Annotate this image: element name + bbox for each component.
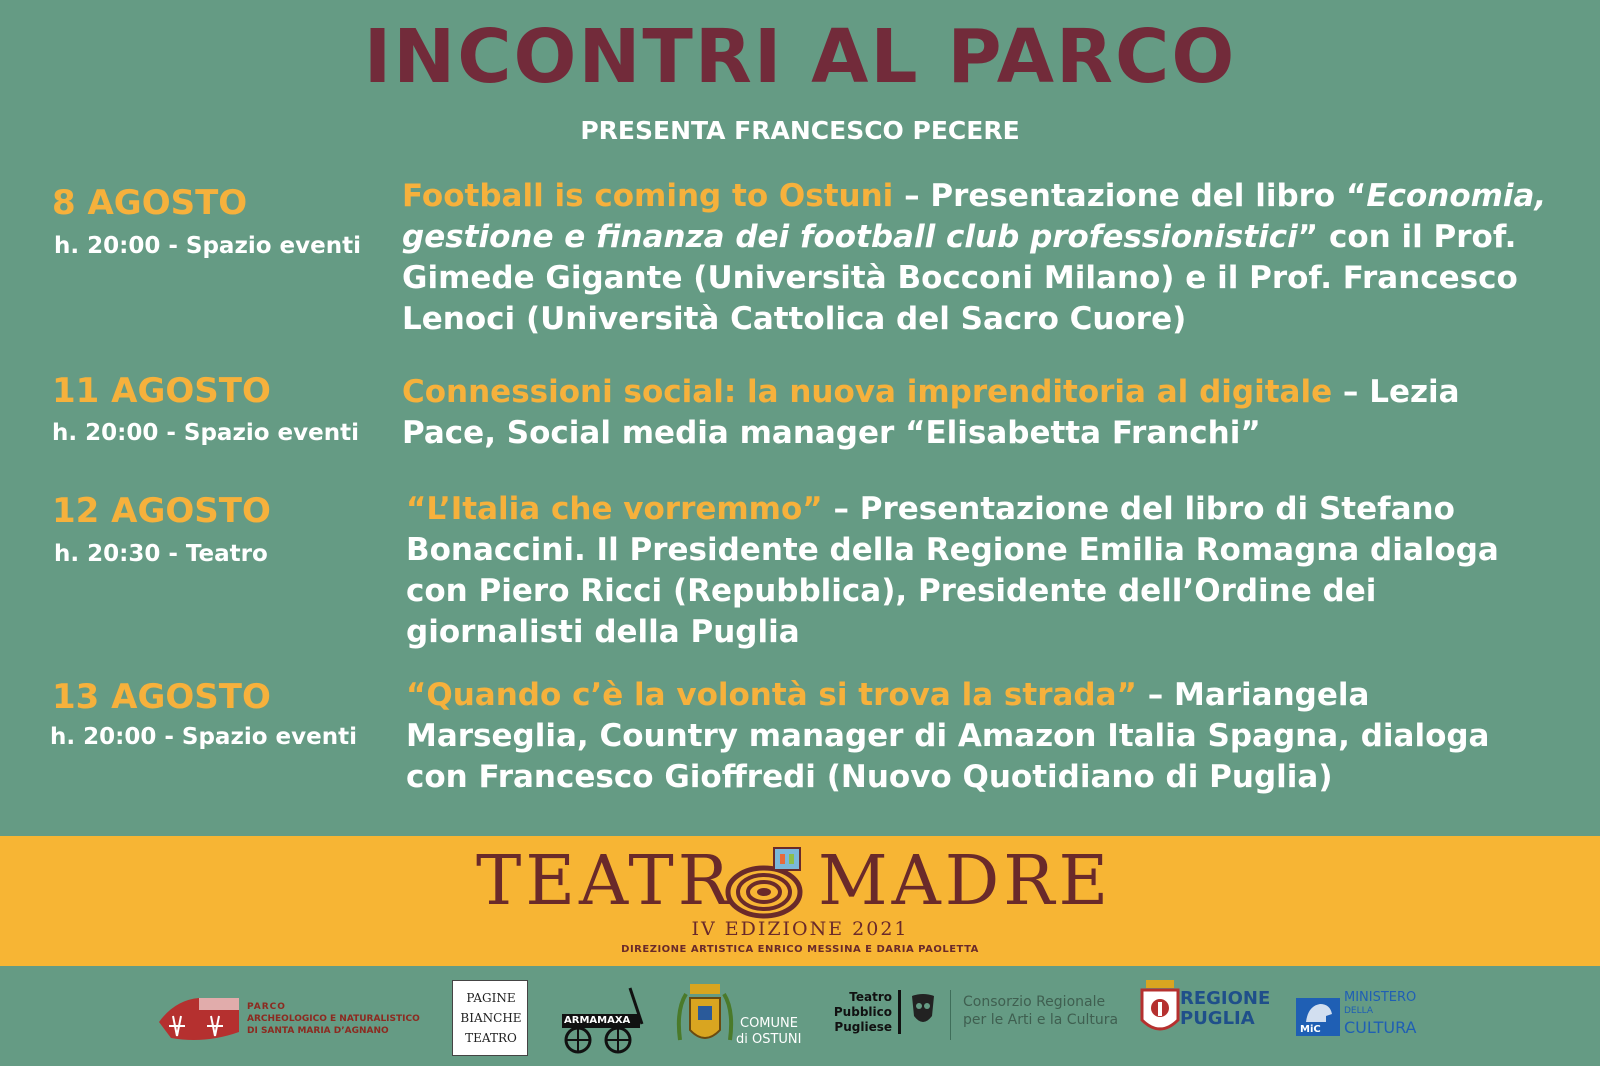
event-date: 8 AGOSTO — [52, 183, 248, 223]
pagine-bianche-logo — [452, 980, 528, 1056]
mic-label: MiC — [1300, 1024, 1321, 1035]
consorzio-label: Consorzio Regionale — [963, 994, 1106, 1010]
tpp-label: Pubblico — [833, 1005, 892, 1019]
event-description — [406, 489, 1556, 653]
event-title: “Quando c’è la volontà si trova la strada” — [406, 677, 1137, 713]
page-subtitle: PRESENTA FRANCESCO PECERE — [580, 116, 1020, 145]
event-title: Football is coming to Ostuni — [402, 178, 894, 214]
regione-crest-icon — [1140, 980, 1180, 1040]
ministero-label: DELLA — [1344, 1006, 1374, 1016]
comune-label: COMUNE — [740, 1016, 798, 1031]
event-time: h. 20:00 - Spazio eventi — [50, 724, 357, 750]
ministero-label: MINISTERO — [1344, 990, 1417, 1005]
consorzio-label: per le Arti e la Cultura — [963, 1012, 1119, 1028]
parco-label: DI SANTA MARIA D’AGNANO — [247, 1026, 389, 1036]
parco-label: ARCHEOLOGICO E NATURALISTICO — [247, 1014, 420, 1024]
tpp-divider — [898, 990, 901, 1034]
ministero-label: CULTURA — [1344, 1018, 1417, 1037]
tpp-label: Teatro — [849, 990, 892, 1004]
event-text: ” con il Prof. Gimede Gigante (Università Bocconi Milano) e il Prof. Francesco Lenoci (Università Cattolica del Sacro Cuore) — [402, 219, 1518, 337]
mask-icon — [908, 992, 938, 1032]
sponsor-strip — [0, 966, 1600, 1066]
profile-icon — [1300, 1002, 1336, 1024]
page-title: INCONTRI AL PARCO — [363, 14, 1237, 100]
spiral-icon — [722, 842, 812, 922]
armamaxa-logo — [560, 984, 650, 1056]
edition-label: IV EDIZIONE 2021 — [691, 918, 909, 940]
event-date: 12 AGOSTO — [52, 491, 271, 531]
pagine-label: TEATRO — [465, 1031, 517, 1045]
regione-puglia-logo — [1140, 980, 1270, 1056]
comune-label: di OSTUNI — [736, 1032, 802, 1047]
coat-of-arms-icon — [676, 980, 734, 1058]
event-text: – Mariangela Marseglia, Country manager di Amazon Italia Spagna, dialoga con Francesco Gioffredi (Nuovo Quotidiano di Puglia) — [406, 677, 1490, 795]
event-description — [402, 176, 1552, 340]
pagine-label: PAGINE — [466, 991, 516, 1005]
event-time: h. 20:30 - Teatro — [54, 541, 268, 567]
ministero-logo — [1296, 988, 1446, 1048]
armamaxa-label: ARMAMAXA — [564, 1015, 631, 1026]
event-time: h. 20:00 - Spazio eventi — [52, 420, 359, 446]
regione-label: REGIONE — [1180, 988, 1271, 1009]
book-title: Economia, gestione e finanza dei football club professionistici — [402, 178, 1547, 255]
direction-credit: DIREZIONE ARTISTICA ENRICO MESSINA E DARIA PAOLETTA — [621, 944, 979, 955]
event-date: 13 AGOSTO — [52, 677, 271, 717]
event-description — [406, 675, 1556, 798]
event-time: h. 20:00 - Spazio eventi — [54, 233, 361, 259]
regione-label: PUGLIA — [1180, 1008, 1255, 1029]
parco-emblem-icon — [155, 992, 243, 1044]
tpp-label: Pugliese — [834, 1020, 892, 1034]
teatro-madre-logo — [470, 842, 1130, 962]
comune-logo — [676, 980, 806, 1058]
pagine-label: BIANCHE — [460, 1011, 522, 1025]
parco-logo — [155, 992, 425, 1048]
consorzio-logo — [950, 990, 1120, 1040]
event-title: Connessioni social: la nuova imprenditoria al digitale — [402, 374, 1333, 410]
event-date: 11 AGOSTO — [52, 371, 271, 411]
event-text: – Lezia Pace, Social media manager “Elisabetta Franchi” — [402, 374, 1460, 451]
logo-word: TEATR — [476, 842, 733, 921]
event-description — [402, 372, 1552, 454]
event-text: – Presentazione del libro di Stefano Bonaccini. Il Presidente della Regione Emilia Romagna dialoga con Piero Ricci (Repubblica), Presidente dell’Ordine dei giornalisti della Puglia — [406, 491, 1499, 650]
tpp-logo — [832, 990, 944, 1050]
event-text: – Presentazione del libro “ — [893, 178, 1367, 214]
parco-label: PARCO — [247, 1002, 286, 1012]
logo-word: MADRE — [818, 842, 1113, 921]
event-title: “L’Italia che vorremmo” — [406, 491, 823, 527]
